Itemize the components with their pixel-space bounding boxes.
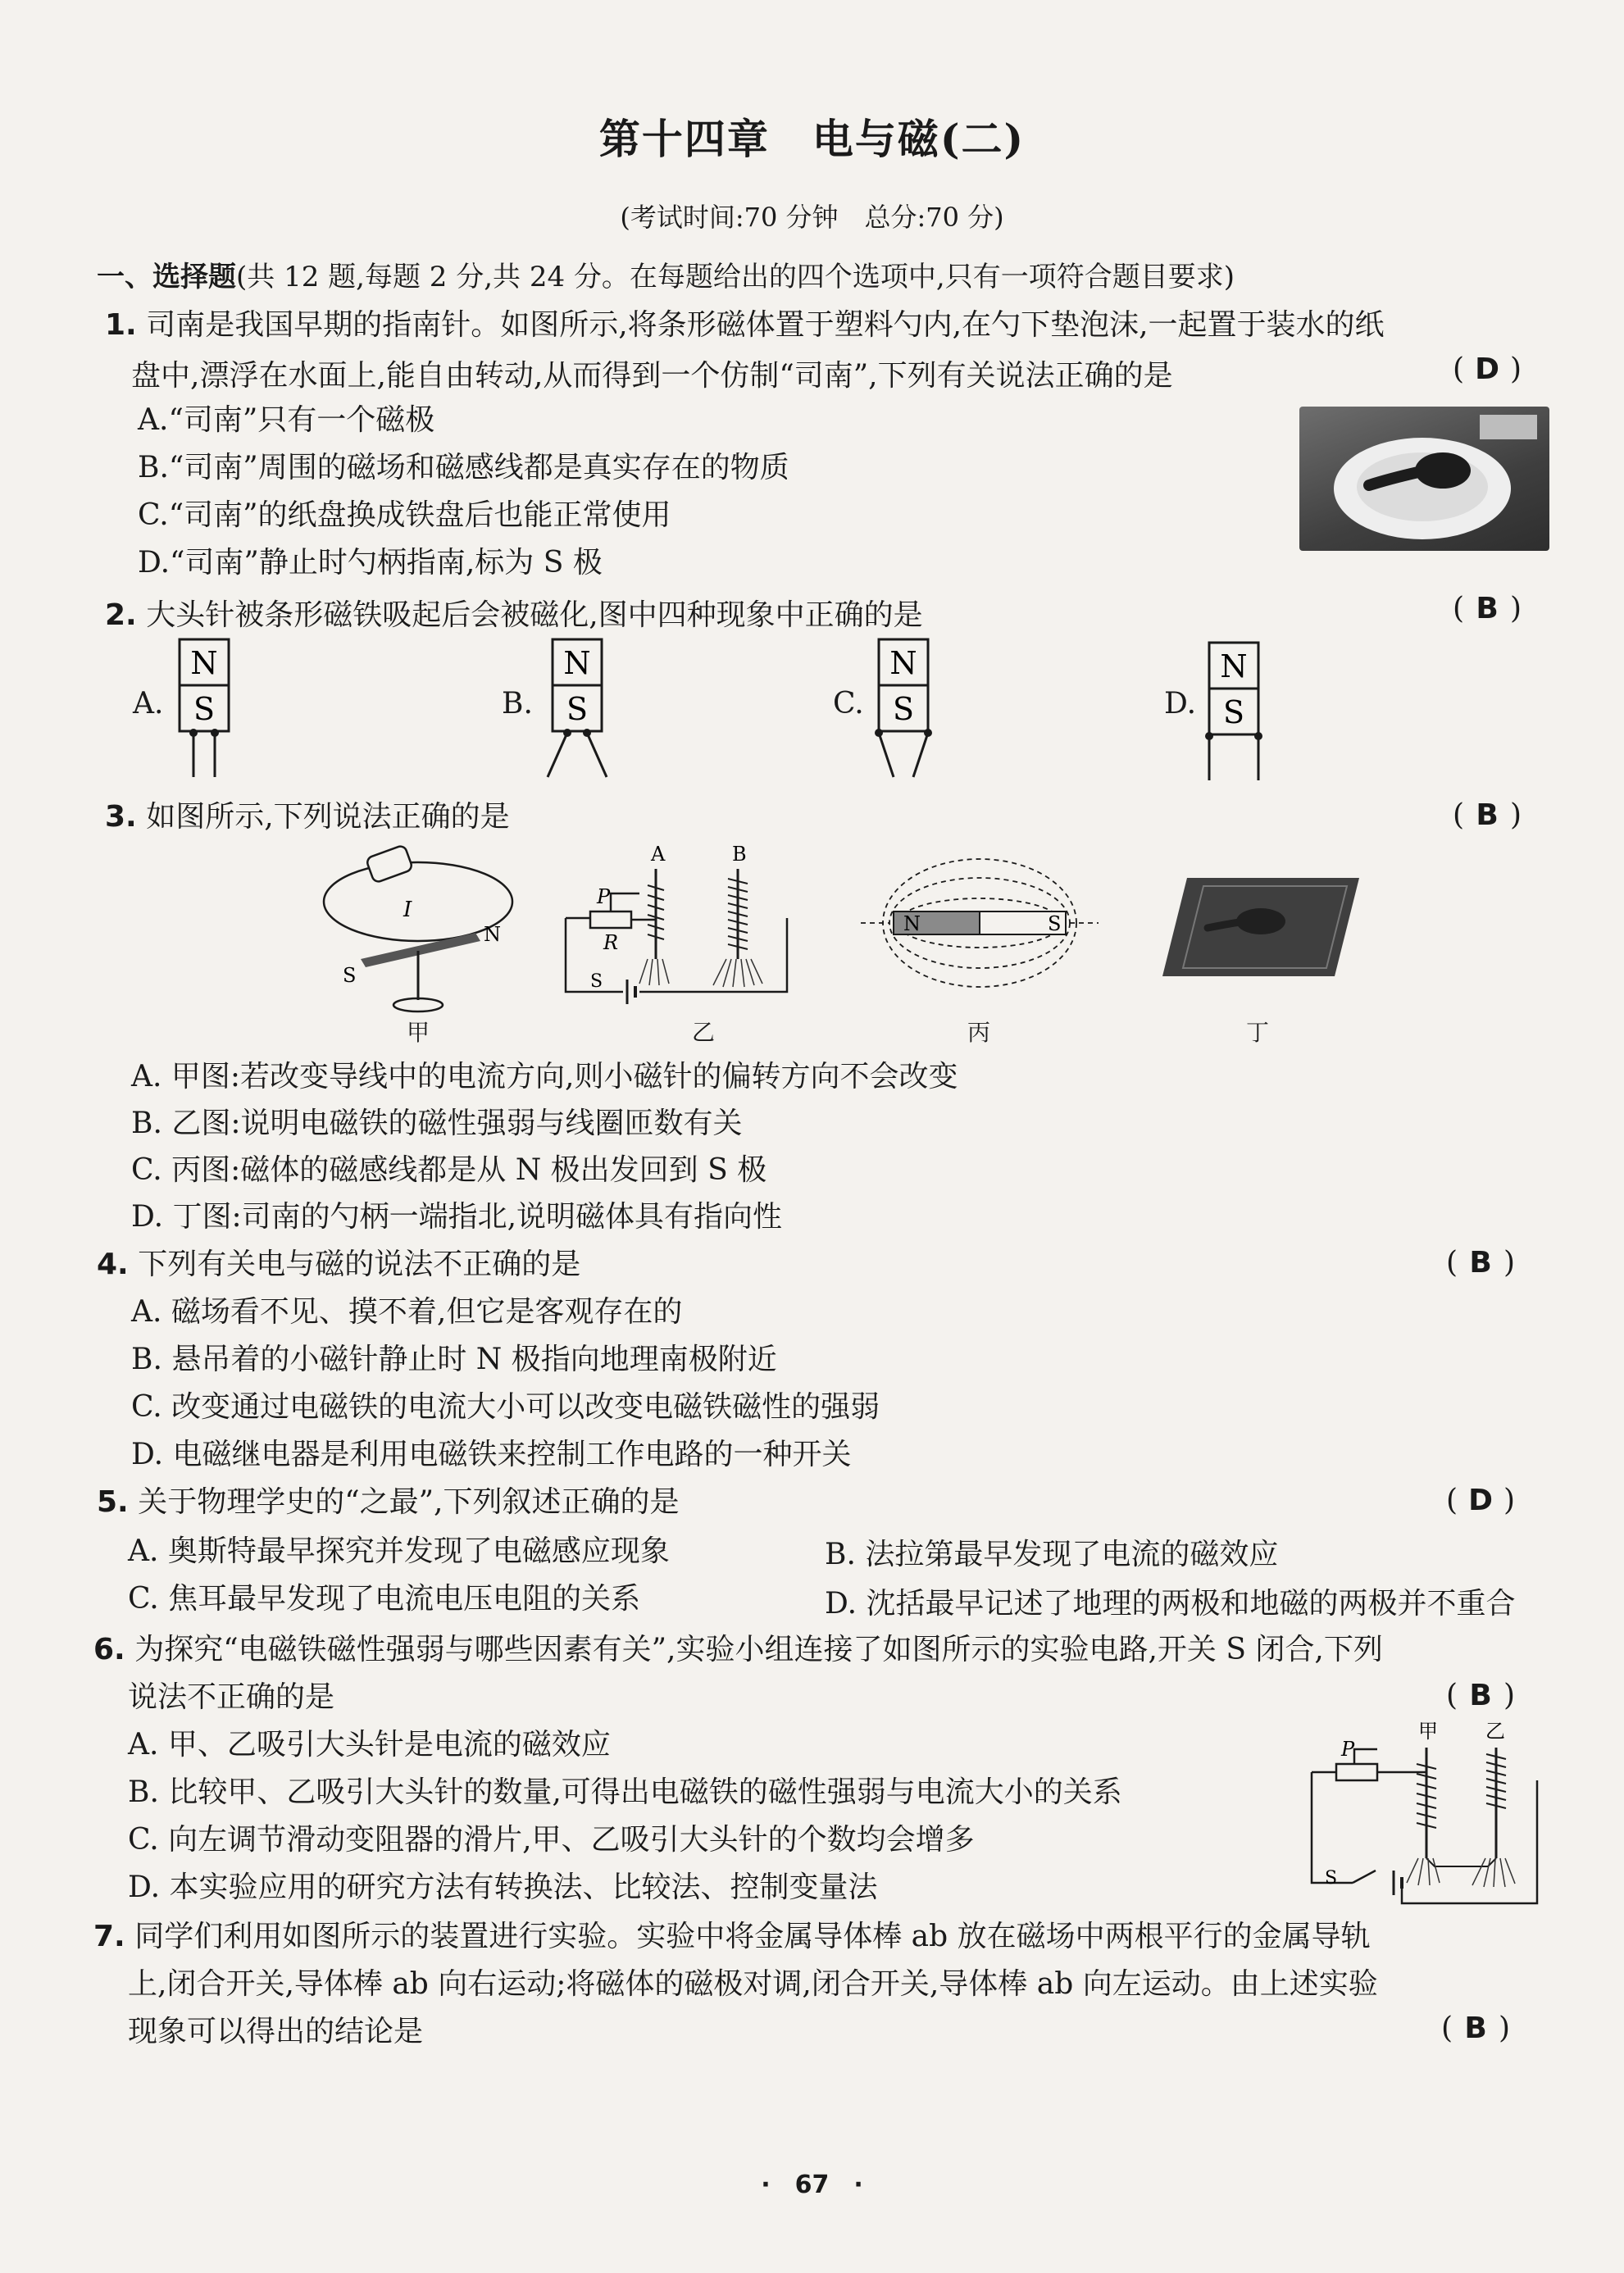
q4-text: 下列有关电与磁的说法不正确的是 (138, 1248, 581, 1281)
q7-text-3: 现象可以得出的结论是 (128, 2015, 424, 2048)
q5-answer: ( D ) (1446, 1484, 1516, 1517)
q6-answer: ( B ) (1446, 1679, 1516, 1712)
q3-option-b: B. 乙图:说明电磁铁的磁性强弱与线圈匝数有关 (131, 1107, 743, 1140)
q6-option-a: A. 甲、乙吸引大头针是电流的磁效应 (128, 1728, 611, 1762)
q2-b-n: N (563, 645, 591, 681)
sinan-photo (1299, 407, 1549, 551)
q3-jia-current: I (403, 898, 412, 922)
q2-figure-b (544, 638, 610, 785)
q3-answer-letter: B (1476, 798, 1499, 832)
q2-figure-c (871, 638, 936, 785)
q6-fig-yi: 乙 (1485, 1720, 1505, 1743)
q4-answer-letter: B (1469, 1246, 1492, 1280)
q6-fig-s: S (1325, 1868, 1338, 1889)
q4-answer: ( B ) (1446, 1246, 1516, 1280)
q1-answer-letter: D (1475, 352, 1499, 386)
section-heading (97, 254, 1235, 294)
q3-yi-switch: S (590, 971, 603, 992)
q5-answer-letter: D (1468, 1484, 1493, 1517)
q1-option-d: D.“司南”静止时勺柄指南,标为 S 极 (138, 546, 603, 580)
q3-label-ding: 丁 (1246, 1019, 1270, 1046)
q2-figure-d (1205, 641, 1262, 789)
q2-label-c: C. (833, 687, 864, 721)
q6-fig-p: P (1341, 1738, 1355, 1761)
q3-line (105, 793, 510, 835)
q2-d-s: S (1222, 694, 1245, 730)
q6-number: 6. (93, 1633, 125, 1666)
q4-option-b: B. 悬吊着的小磁针静止时 N 极指向地理南极附近 (131, 1343, 777, 1376)
q7-number: 7. (93, 1920, 125, 1953)
q5-text: 关于物理学史的“之最”,下列叙述正确的是 (138, 1485, 680, 1519)
q3-option-a: A. 甲图:若改变导线中的电流方向,则小磁针的偏转方向不会改变 (131, 1060, 958, 1093)
q4-option-a: A. 磁场看不见、摸不着,但它是客观存在的 (131, 1295, 683, 1329)
q1-text-1: 司南是我国早期的指南针。如图所示,将条形磁体置于塑料勺内,在勺下垫泡沫,一起置于装水的纸 (146, 308, 1385, 342)
q2-text: 大头针被条形磁铁吸起后会被磁化,图中四种现象中正确的是 (146, 598, 923, 632)
q2-label-d: D. (1164, 687, 1197, 721)
q2-a-n: N (190, 645, 218, 681)
q7-answer-letter: B (1464, 2012, 1487, 2045)
q2-label-a: A. (133, 687, 164, 721)
q3-number: 3. (105, 800, 137, 834)
q1-number: 1. (105, 308, 137, 342)
q2-a-s: S (193, 691, 216, 727)
q6-text-1: 为探究“电磁铁磁性强弱与哪些因素有关”,实验小组连接了如图所示的实验电路,开关 S 闭合,下列 (134, 1633, 1383, 1666)
q3-label-bing: 丙 (967, 1019, 991, 1046)
q5-line (97, 1479, 679, 1521)
q1-option-a: A.“司南”只有一个磁极 (138, 403, 435, 437)
q3-jia-n: N (484, 923, 501, 946)
page-title: 第十四章 电与磁(二) (598, 115, 1026, 163)
q3-figure-bing (861, 852, 1099, 1000)
q4-option-d: D. 电磁继电器是利用电磁铁来控制工作电路的一种开关 (131, 1438, 852, 1471)
q2-b-s: S (566, 691, 589, 727)
q3-bing-s: S (1048, 912, 1062, 935)
q3-jia-s: S (343, 964, 357, 987)
q1-option-c: C.“司南”的纸盘换成铁盘后也能正常使用 (138, 498, 671, 532)
q2-line (105, 592, 923, 634)
q1-answer: ( D ) (1453, 352, 1522, 386)
q6-option-c: C. 向左调节滑动变阻器的滑片,甲、乙吸引大头针的个数均会增多 (128, 1823, 975, 1857)
q6-option-d: D. 本实验应用的研究方法有转换法、比较法、控制变量法 (128, 1871, 878, 1904)
q4-number: 4. (97, 1248, 129, 1281)
q3-yi-a: A (651, 843, 666, 866)
q6-text-2: 说法不正确的是 (128, 1680, 335, 1714)
q6-answer-letter: B (1469, 1679, 1492, 1712)
q2-figure-a (175, 638, 233, 785)
q2-answer-letter: B (1476, 592, 1499, 625)
section-desc: (共 12 题,每题 2 分,共 24 分。在每题给出的四个选项中,只有一项符合题目要求) (236, 261, 1235, 293)
q6-option-b: B. 比较甲、乙吸引大头针的数量,可得出电磁铁的磁性强弱与电流大小的关系 (128, 1775, 1122, 1809)
q3-yi-b: B (732, 843, 747, 866)
q7-text-2: 上,闭合开关,导体棒 ab 向右运动;将磁体的磁极对调,闭合开关,导体棒 ab 向左运动。由上述实验 (128, 1967, 1378, 2001)
q3-option-c: C. 丙图:磁体的磁感线都是从 N 极出发回到 S 极 (131, 1153, 767, 1187)
q6-fig-jia: 甲 (1418, 1720, 1438, 1743)
q3-figure-yi (557, 836, 803, 1016)
q3-figure-jia (312, 836, 533, 1025)
q3-bing-n: N (903, 912, 921, 935)
q5-option-b: B. 法拉第最早发现了电流的磁效应 (825, 1538, 1279, 1571)
page-number: · 67 · (761, 2171, 863, 2199)
q3-yi-r: R (603, 931, 619, 954)
q3-figure-ding (1162, 874, 1359, 980)
q1-text-2: 盘中,漂浮在水面上,能自由转动,从而得到一个仿制“司南”,下列有关说法正确的是 (131, 359, 1173, 393)
q2-d-n: N (1220, 648, 1248, 684)
q5-number: 5. (97, 1485, 129, 1519)
q3-option-d: D. 丁图:司南的勺柄一端指北,说明磁体具有指向性 (131, 1200, 783, 1234)
q7-text-1: 同学们利用如图所示的装置进行实验。实验中将金属导体棒 ab 放在磁场中两根平行的金属导轨 (134, 1920, 1371, 1953)
q2-c-s: S (892, 691, 915, 727)
q7-answer: ( B ) (1441, 2012, 1511, 2045)
section-title: 一、选择题 (97, 261, 236, 293)
q4-line (97, 1241, 580, 1283)
q1-line1 (105, 302, 1385, 343)
q7-line1 (93, 1913, 1371, 1955)
q2-c-n: N (889, 645, 917, 681)
q3-text: 如图所示,下列说法正确的是 (146, 800, 510, 834)
q3-label-jia: 甲 (407, 1019, 430, 1046)
q6-circuit-figure (1303, 1715, 1549, 1912)
q5-option-d: D. 沈括最早记述了地理的两极和地磁的两极并不重合 (825, 1587, 1516, 1621)
q3-answer: ( B ) (1453, 798, 1522, 832)
q4-option-c: C. 改变通过电磁铁的电流大小可以改变电磁铁磁性的强弱 (131, 1390, 880, 1424)
q2-label-b: B. (502, 687, 533, 721)
q3-label-yi: 乙 (692, 1019, 716, 1046)
q2-number: 2. (105, 598, 137, 632)
page-subtitle: (考试时间:70 分钟 总分:70 分) (620, 202, 1004, 233)
q5-option-c: C. 焦耳最早发现了电流电压电阻的关系 (128, 1582, 641, 1616)
q1-option-b: B.“司南”周围的磁场和磁感线都是真实存在的物质 (138, 451, 789, 484)
q6-line1 (93, 1626, 1383, 1668)
q3-yi-p: P (597, 885, 611, 908)
q5-option-a: A. 奥斯特最早探究并发现了电磁感应现象 (128, 1534, 670, 1568)
q2-answer: ( B ) (1453, 592, 1522, 625)
